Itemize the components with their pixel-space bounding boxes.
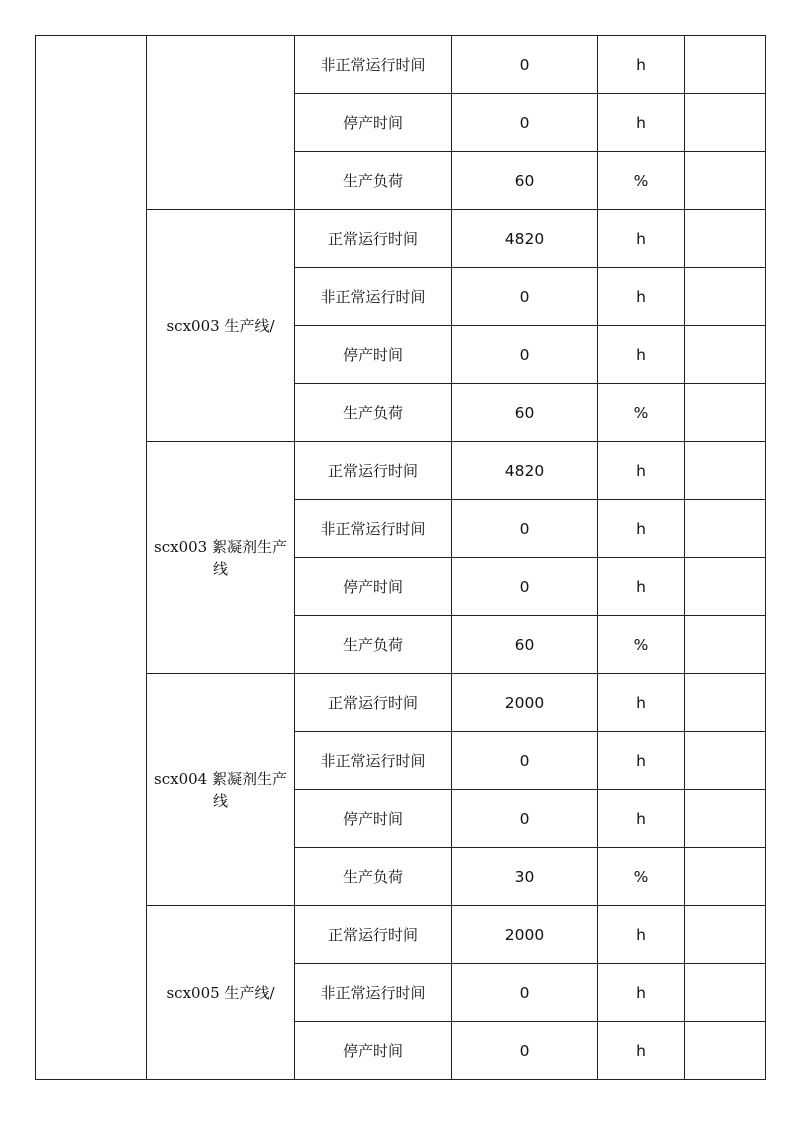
parameter-unit: h <box>598 558 685 616</box>
remark-cell <box>685 442 766 500</box>
parameter-unit: h <box>598 732 685 790</box>
remark-cell <box>685 210 766 268</box>
parameter-name: 正常运行时间 <box>295 210 452 268</box>
parameter-value: 0 <box>452 1022 598 1080</box>
table-body <box>36 36 766 1080</box>
production-line-name: scx005 生产线/ <box>147 906 295 1080</box>
parameter-value: 0 <box>452 500 598 558</box>
parameter-unit: % <box>598 848 685 906</box>
parameter-name: 停产时间 <box>295 790 452 848</box>
production-line-name: scx003 絮凝剂生产线 <box>147 442 295 674</box>
parameter-name: 生产负荷 <box>295 616 452 674</box>
parameter-unit: % <box>598 384 685 442</box>
parameter-name: 正常运行时间 <box>295 906 452 964</box>
parameter-name: 非正常运行时间 <box>295 732 452 790</box>
parameter-name: 生产负荷 <box>295 848 452 906</box>
remark-cell <box>685 616 766 674</box>
parameter-value: 4820 <box>452 442 598 500</box>
parameter-value: 0 <box>452 790 598 848</box>
production-line-name: scx003 生产线/ <box>147 210 295 442</box>
parameter-name: 正常运行时间 <box>295 674 452 732</box>
remark-cell <box>685 674 766 732</box>
parameter-name: 非正常运行时间 <box>295 36 452 94</box>
parameter-name: 正常运行时间 <box>295 442 452 500</box>
remark-cell <box>685 384 766 442</box>
parameter-unit: % <box>598 616 685 674</box>
remark-cell <box>685 558 766 616</box>
parameter-unit: h <box>598 790 685 848</box>
parameter-unit: h <box>598 210 685 268</box>
remark-cell <box>685 500 766 558</box>
parameter-name: 停产时间 <box>295 326 452 384</box>
remark-cell <box>685 906 766 964</box>
parameter-unit: h <box>598 94 685 152</box>
remark-cell <box>685 326 766 384</box>
parameter-value: 2000 <box>452 906 598 964</box>
parameter-value: 60 <box>452 384 598 442</box>
production-time-table <box>35 35 766 1080</box>
parameter-value: 0 <box>452 732 598 790</box>
parameter-unit: h <box>598 442 685 500</box>
parameter-value: 0 <box>452 326 598 384</box>
parameter-name: 停产时间 <box>295 558 452 616</box>
remark-cell <box>685 732 766 790</box>
parameter-value: 60 <box>452 152 598 210</box>
parameter-name: 生产负荷 <box>295 152 452 210</box>
remark-cell <box>685 790 766 848</box>
parameter-value: 30 <box>452 848 598 906</box>
remark-cell <box>685 268 766 326</box>
remark-cell <box>685 152 766 210</box>
remark-cell <box>685 94 766 152</box>
parameter-unit: h <box>598 1022 685 1080</box>
parameter-name: 非正常运行时间 <box>295 964 452 1022</box>
parameter-unit: h <box>598 674 685 732</box>
parameter-unit: h <box>598 326 685 384</box>
production-line-name <box>147 36 295 210</box>
remark-cell <box>685 964 766 1022</box>
parameter-value: 0 <box>452 268 598 326</box>
category-cell <box>36 36 147 1080</box>
parameter-value: 60 <box>452 616 598 674</box>
parameter-value: 2000 <box>452 674 598 732</box>
parameter-value: 0 <box>452 964 598 1022</box>
table-row <box>36 36 766 94</box>
parameter-value: 0 <box>452 94 598 152</box>
parameter-unit: h <box>598 36 685 94</box>
parameter-name: 停产时间 <box>295 94 452 152</box>
parameter-value: 4820 <box>452 210 598 268</box>
parameter-name: 生产负荷 <box>295 384 452 442</box>
parameter-unit: h <box>598 268 685 326</box>
remark-cell <box>685 848 766 906</box>
parameter-name: 非正常运行时间 <box>295 268 452 326</box>
parameter-value: 0 <box>452 36 598 94</box>
parameter-name: 停产时间 <box>295 1022 452 1080</box>
parameter-name: 非正常运行时间 <box>295 500 452 558</box>
remark-cell <box>685 1022 766 1080</box>
parameter-unit: % <box>598 152 685 210</box>
parameter-unit: h <box>598 500 685 558</box>
remark-cell <box>685 36 766 94</box>
production-line-name: scx004 絮凝剂生产线 <box>147 674 295 906</box>
parameter-value: 0 <box>452 558 598 616</box>
parameter-unit: h <box>598 906 685 964</box>
parameter-unit: h <box>598 964 685 1022</box>
